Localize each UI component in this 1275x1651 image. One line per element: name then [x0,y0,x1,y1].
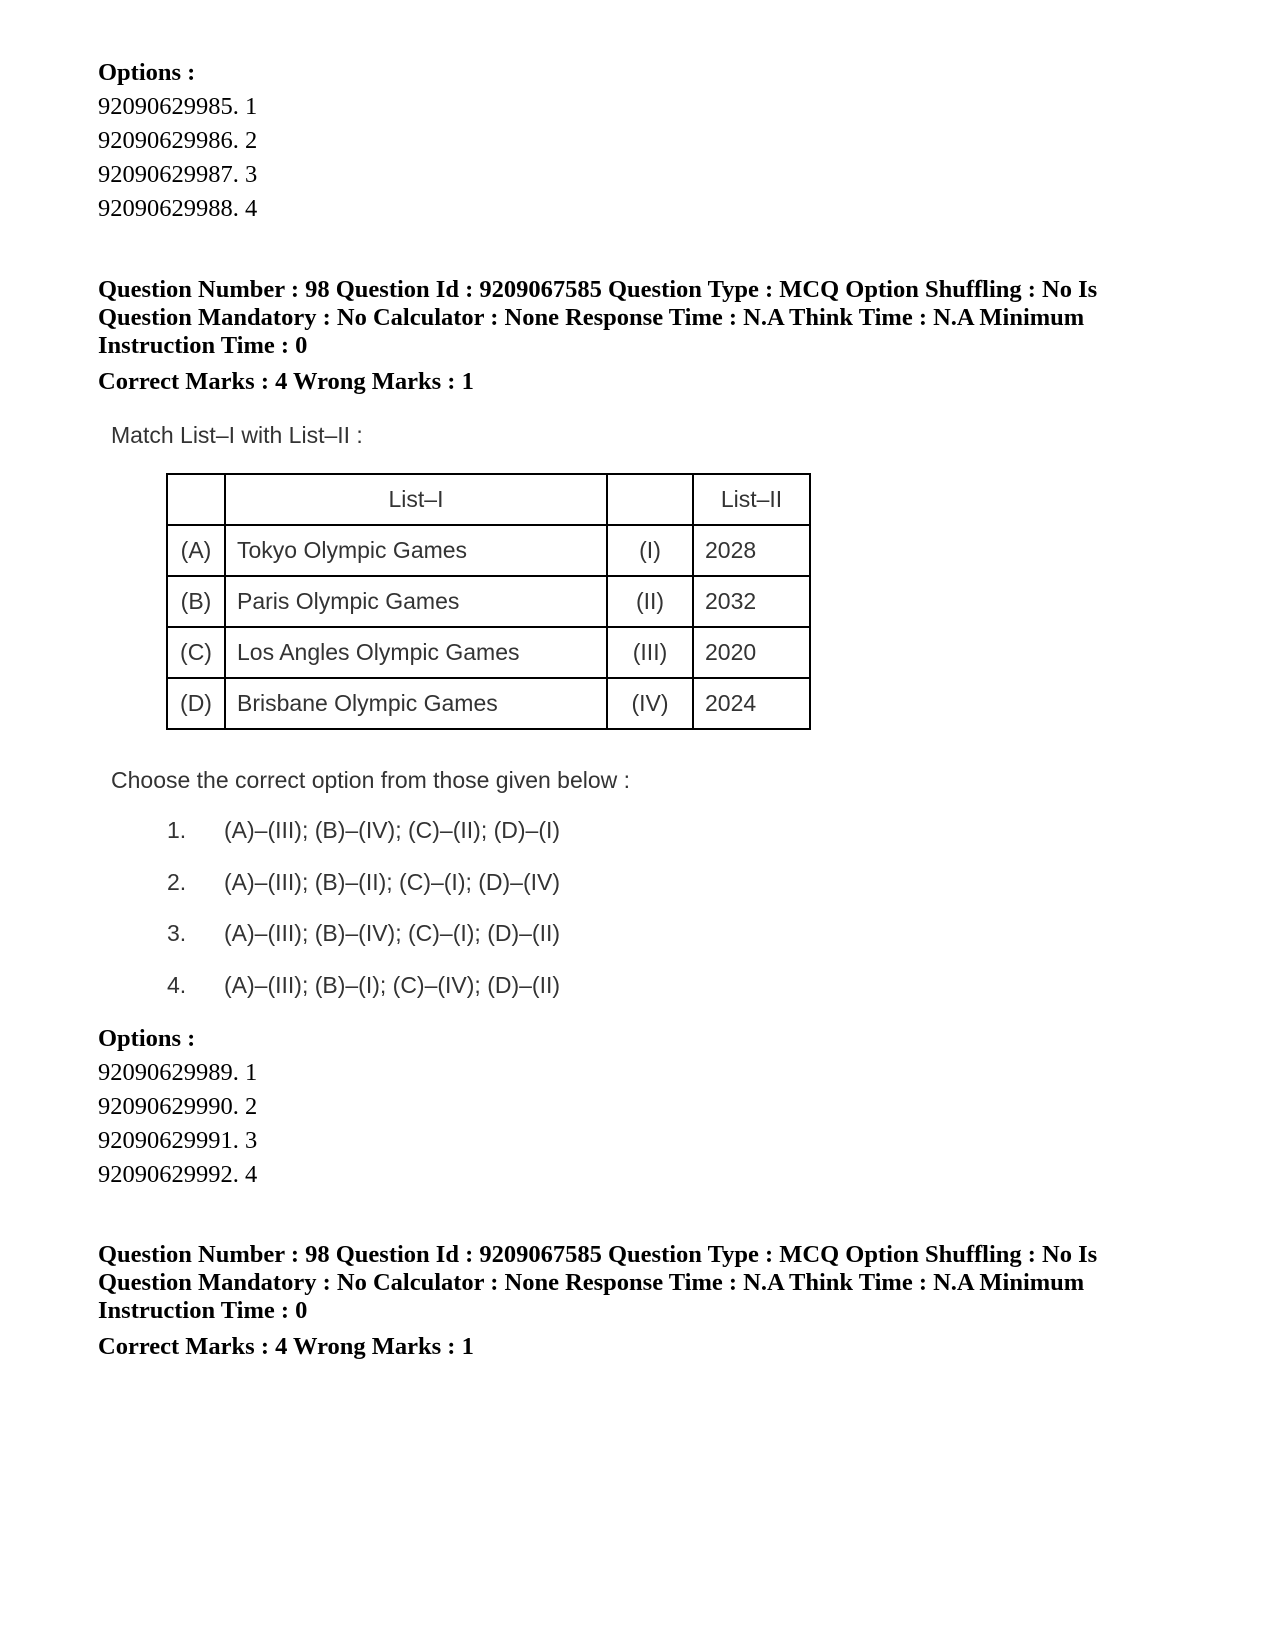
option-item: 92090629989. 1 [98,1059,258,1086]
list-1-item: Brisbane Olympic Games [225,678,607,729]
list-2-item: 2024 [693,678,810,729]
list-1-label: (B) [167,576,225,627]
table-header-list-1: List–I [225,474,607,525]
question-instruction: Match List–I with List–II : [111,422,363,448]
answer-choice [167,918,560,970]
option-item: 92090629988. 4 [98,195,258,222]
question-header-line: Instruction Time : 0 [98,332,308,359]
list-1-item: Los Angles Olympic Games [225,627,607,678]
options-heading: Options : [98,59,196,86]
list-2-label: (II) [607,576,693,627]
answer-choice-text: (A)–(III); (B)–(IV); (C)–(II); (D)–(I) [224,817,561,843]
answer-choice-number: 3. [167,920,187,946]
marks-line: Correct Marks : 4 Wrong Marks : 1 [98,1333,474,1360]
answer-choice-text: (A)–(III); (B)–(II); (C)–(I); (D)–(IV) [224,868,561,895]
list-2-item: 2020 [693,627,810,678]
list-2-item: 2032 [693,576,810,627]
option-item: 92090629985. 1 [98,93,258,120]
answer-choice-number: 4. [167,971,187,998]
list-1-label: (D) [167,678,225,729]
list-1-label: (C) [167,627,225,678]
list-2-label: (III) [607,627,693,678]
list-1-item: Paris Olympic Games [225,576,607,627]
answer-choice-number: 2. [167,868,187,895]
table-header-row [167,474,810,525]
list-2-label: (I) [607,525,693,576]
question-header [98,1241,1097,1325]
answer-choices [167,815,560,1021]
option-item: 92090629992. 4 [98,1161,258,1188]
choose-instruction: Choose the correct option from those given below : [111,767,631,793]
list-1-label: (A) [167,525,225,576]
question-header-line: Question Mandatory : No Calculator : None Response Time : N.A Think Time : N.A Minimum [98,1269,1085,1296]
option-item: 92090629991. 3 [98,1127,258,1154]
list-1-item: Tokyo Olympic Games [225,525,607,576]
options-list-previous [98,56,257,226]
options-heading: Options : [98,1025,196,1052]
table-header-cell [167,474,225,525]
answer-choice-number: 1. [167,817,187,843]
table-row [167,678,810,729]
question-header [98,276,1097,360]
table-row [167,627,810,678]
match-table [166,473,811,730]
list-2-item: 2028 [693,525,810,576]
table-header-list-2: List–II [693,474,810,525]
options-list [98,1022,257,1192]
marks-line: Correct Marks : 4 Wrong Marks : 1 [98,368,474,395]
answer-choice-text: (A)–(III); (B)–(IV); (C)–(I); (D)–(II) [224,920,561,946]
table-row [167,525,810,576]
list-2-label: (IV) [607,678,693,729]
answer-choice [167,867,560,919]
answer-choice [167,815,560,867]
option-item: 92090629986. 2 [98,127,258,154]
option-item: 92090629987. 3 [98,161,258,188]
option-item: 92090629990. 2 [98,1093,258,1120]
question-header-line: Question Number : 98 Question Id : 9209067585 Question Type : MCQ Option Shuffling : No Is [98,1241,1098,1268]
question-header-line: Question Mandatory : No Calculator : None Response Time : N.A Think Time : N.A Minimum [98,304,1085,331]
question-header-line: Instruction Time : 0 [98,1297,308,1324]
answer-choice [167,970,560,1022]
table-row [167,576,810,627]
answer-choice-text: (A)–(III); (B)–(I); (C)–(IV); (D)–(II) [224,971,561,998]
question-header-line: Question Number : 98 Question Id : 9209067585 Question Type : MCQ Option Shuffling : No Is [98,276,1098,303]
table-header-cell [607,474,693,525]
